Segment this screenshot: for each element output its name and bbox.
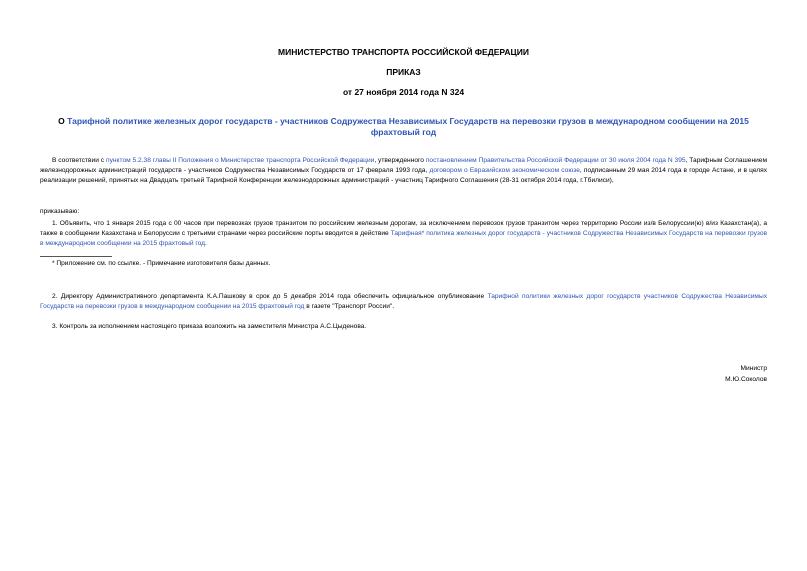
footnote-divider (40, 256, 112, 257)
footnote: * Приложение см. по ссылке. - Примечание изготовителя базы данных. (52, 260, 271, 267)
tariff-policy-link[interactable]: Тарифная* политика железных дорог государств - участников Содружества Независимых Государств на перевозки грузов в международном сообщении на 2015 фрахтовый год (40, 230, 768, 247)
item-2-paragraph (40, 292, 767, 312)
item-1-text: 1. Объявить, что 1 января 2015 года с 00 часов при перевозках грузов транзитом по российским железным дорогам, за исключением перевозок грузов транзитом через территорию России из/в Белоруссии(ю) в/из Казахстан(а), а также в сообщении Казахстана и Белоруссии с третьими странами через российские порты вводится в действие (40, 220, 767, 237)
document-type: ПРИКАЗ (386, 67, 421, 77)
preamble-paragraph (40, 156, 767, 186)
title-link[interactable]: Тарифной политике железных дорог государств - участников Содружества Независимых Государств на перевозки грузов в международном сообщении на 2015 фрахтовый год (67, 116, 749, 137)
item-3-paragraph: 3. Контроль за исполнением настоящего приказа возложить на заместителя Министра А.С.Цыденова. (52, 323, 367, 330)
regulation-link[interactable]: пунктом 5.2.38 главы II Положения о Министерстве транспорта Российской Федерации (106, 157, 375, 164)
item-2-text: 2. Директору Административного департамента К.А.Пашкову в срок до 5 декабря 2014 года обеспечить официальное опубликование (52, 293, 488, 300)
preamble-text-3: , Тарифным Соглашением железнодорожных администраций государств - участников Содружества Независимых Государств от 17 февраля 1993 года, (40, 157, 767, 174)
item-1-end: . (205, 240, 207, 247)
title-prefix: О (58, 116, 68, 126)
eaeu-treaty-link[interactable]: договором о Евразийском экономическом союзе (429, 167, 580, 174)
ministry-heading: МИНИСТЕРСТВО ТРАНСПОРТА РОССИЙСКОЙ ФЕДЕРАЦИИ (278, 47, 529, 57)
tariff-policy-publication-link[interactable]: Тарифной политики железных дорог государств участников Содружества Независимых Государств на перевозки грузов в международном сообщении на 2015 фрахтовый год (40, 293, 767, 310)
item-1-paragraph (40, 219, 767, 249)
order-word: приказываю: (40, 208, 80, 215)
government-decree-link[interactable]: постановлением Правительства Российской Федерации от 30 июля 2004 года N 395 (425, 157, 686, 164)
preamble-text-2: , утвержденного (374, 157, 426, 164)
document-date-number: от 27 ноября 2014 года N 324 (342, 87, 465, 97)
preamble-text-1: В соответствии с (52, 157, 107, 164)
signature-name: М.Ю.Соколов (725, 376, 767, 383)
preamble-text-4: , подписанным 29 мая 2014 года в городе Астане, и в целях реализации решений, принятых на Двадцать третьей Тарифной Конференции железнодорожных администраций - участниц Тарифного Соглашения (28-31 октября 2014 года, г.Тбилиси), (40, 167, 767, 184)
item-2-end: в газете "Транспорт России". (304, 303, 395, 310)
document-title (40, 116, 767, 138)
signature-position: Министр (740, 365, 767, 372)
